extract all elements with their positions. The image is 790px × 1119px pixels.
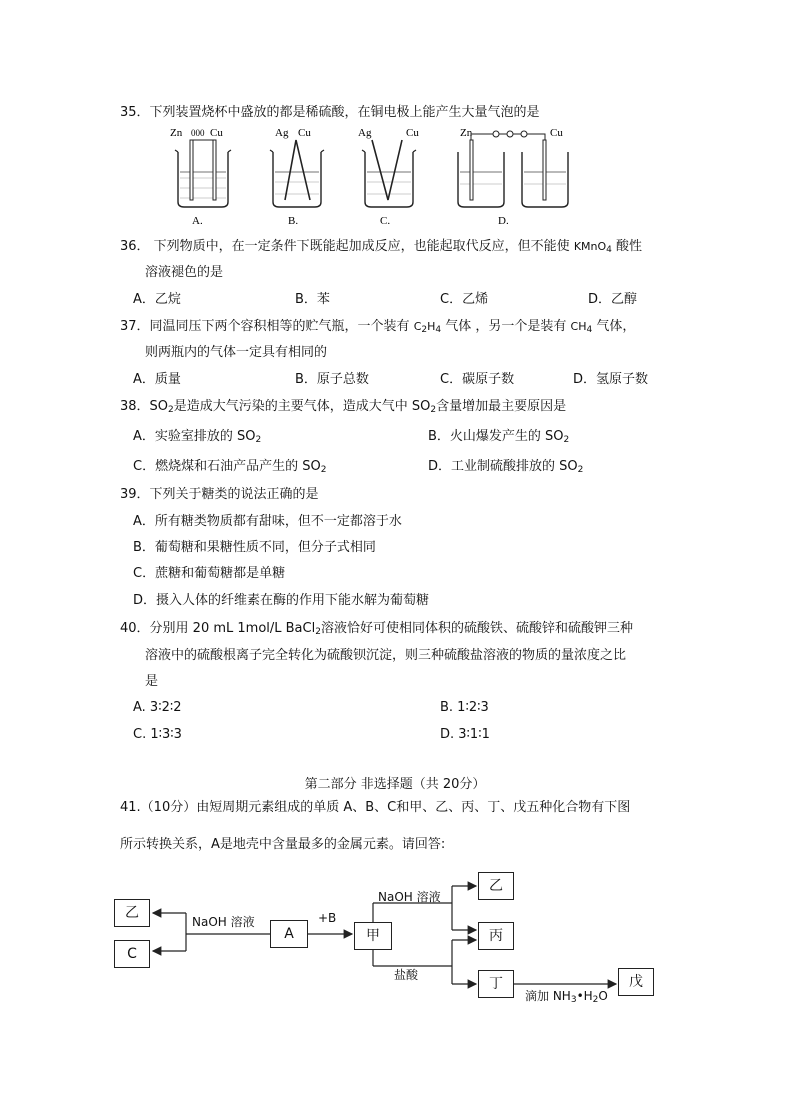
q37-stem-line1 [120,318,635,336]
apparatus-a-right-electrode-label: Cu [210,127,223,139]
q37-f2: CH [570,320,587,333]
label-plus-b: +B [318,911,337,925]
box-bing: 丙 [478,922,514,950]
q40-text-b: 溶液恰好可使相同体积的硫酸铁、硫酸锌和硫酸钾三种 [320,621,633,636]
q35-apparatus-figure [160,122,580,232]
apparatus-c-label: C. [380,215,391,227]
q37-option-a[interactable]: A．质量 [133,372,181,387]
box-yi-left: 乙 [114,899,150,927]
q38-text-c: 含量增加最主要原因是 [436,399,567,414]
label-nh3h2o [525,987,608,1004]
apparatus-b-left-electrode-label: Ag [275,127,289,139]
q37-f1b: H [427,320,436,333]
q38-option-a-sub: 2 [255,435,262,445]
q37-text-b: 气体 ，另一个是装有 [441,319,571,334]
q40-option-d[interactable]: D. 3∶1∶1 [440,727,490,742]
label-nh3-sub: 3 [570,995,577,1005]
q38-option-d-sub: 2 [577,465,584,475]
q38-text-b: 是造成大气污染的主要气体，造成大气中 SO [173,399,431,414]
q37-text-a: 37．同温同压下两个容积相等的贮气瓶，一个装有 [120,319,414,334]
q38-option-d-text: D．工业制硫酸排放的 SO [428,459,578,474]
label-nh3-c: O [598,989,608,1003]
q39-option-d[interactable]: D．摄入人体的纤维素在酶的作用下能水解为葡萄糖 [133,593,430,608]
q36-option-d[interactable]: D．乙醇 [588,292,638,307]
q36-option-c[interactable]: C．乙烯 [440,292,489,307]
label-hcl: 盐酸 [394,968,419,982]
label-naoh-left: NaOH 溶液 [192,915,255,929]
q40-stem-line1 [120,620,633,638]
q38-sub1: 2 [168,405,174,415]
q41-stem-line1: 41.（10分）由短周期元素组成的单质 A、B、C和甲、乙、丙、丁、戊五种化合物有下图 [120,800,631,815]
q36-stem-line2: 溶液褪色的是 [145,265,224,280]
q38-option-a-text: A．实验室排放的 SO [133,429,256,444]
q36-kmno4-sub: 4 [606,245,612,255]
label-nh3-sub2: 2 [592,995,599,1005]
q38-text-a: 38．SO [120,399,169,414]
q38-option-c[interactable] [133,458,326,476]
label-naoh-right: NaOH 溶液 [378,890,441,904]
q38-stem [120,398,566,416]
q41-stem-line2: 所示转换关系，A是地壳中含量最多的金属元素。请回答: [120,837,446,852]
q36-text-b: 酸性 [611,239,643,254]
label-nh3-b: •H [576,989,593,1003]
q38-option-b[interactable] [428,428,569,446]
q38-option-a[interactable] [133,428,261,446]
apparatus-a-label: A. [192,215,203,227]
apparatus-c [358,127,419,227]
q38-option-b-sub: 2 [563,435,570,445]
q37-f1: C [413,320,422,333]
q39-stem: 39．下列关于糖类的说法正确的是 [120,487,319,502]
apparatus-a [170,127,231,227]
q37-option-b[interactable]: B．原子总数 [295,372,369,387]
apparatus-a-mid-wire-label: 000 [191,128,205,138]
q41-diagram-arrows [0,860,790,1010]
apparatus-b-right-electrode-label: Cu [298,127,311,139]
box-jia: 甲 [354,922,392,950]
q40-option-a[interactable]: A. 3∶2∶2 [133,700,182,715]
box-wu: 戊 [618,968,654,996]
q39-option-c[interactable]: C．蔗糖和葡萄糖都是单糖 [133,566,286,581]
apparatus-a-left-electrode-label: Zn [170,127,183,139]
box-ding: 丁 [478,970,514,998]
q37-stem-line2: 则两瓶内的气体一定具有相同的 [145,345,328,360]
q39-option-a[interactable]: A．所有糖类物质都有甜味，但不一定都溶于水 [133,514,402,529]
q37-f1b-sub: 4 [435,325,442,335]
section-heading: 第二部分 非选择题（共 20分） [304,777,486,792]
q36-kmno4: KMnO [573,240,607,253]
box-a: A [270,920,308,948]
q40-text-a: 40．分别用 20 mL 1mol/L BaCl [120,621,316,636]
apparatus-d-left-electrode-label: Zn [460,127,473,139]
q37-option-d[interactable]: D．氢原子数 [573,372,649,387]
q37-option-c[interactable]: C．碳原子数 [440,372,515,387]
apparatus-b [270,127,324,227]
label-nh3-a: 滴加 NH [525,989,571,1003]
q37-f2-sub: 4 [586,325,593,335]
q38-option-b-text: B．火山爆发产生的 SO [428,429,564,444]
q35-stem: 35．下列装置烧杯中盛放的都是稀硫酸，在铜电极上能产生大量气泡的是 [120,105,540,120]
q38-sub2: 2 [430,405,437,415]
q39-option-b[interactable]: B．葡萄糖和果糖性质不同，但分子式相同 [133,540,376,555]
q38-option-d[interactable] [428,458,583,476]
q40-option-b[interactable]: B. 1∶2∶3 [440,700,489,715]
q37-f1-sub: 2 [421,325,428,335]
apparatus-d-right-electrode-label: Cu [550,127,563,139]
q40-stem-line3: 是 [145,674,159,689]
q36-text-a: 36． 下列物质中，在一定条件下既能起加成反应，也能起取代反应，但不能使 [120,239,574,254]
q38-option-c-text: C．燃烧煤和石油产品产生的 SO [133,459,321,474]
apparatus-c-left-electrode-label: Ag [358,127,372,139]
q40-sub1: 2 [315,627,321,637]
apparatus-b-label: B. [288,215,299,227]
q36-option-b[interactable]: B．苯 [295,292,330,307]
apparatus-d-label: D. [498,215,509,227]
q36-stem-line1 [120,238,642,256]
box-yi-right: 乙 [478,872,514,900]
q36-option-a[interactable]: A．乙烷 [133,292,181,307]
box-c: C [114,940,150,968]
q38-option-c-sub: 2 [320,465,327,475]
apparatus-d [458,127,568,227]
q40-option-c[interactable]: C. 1∶3∶3 [133,727,182,742]
q37-text-c: 气体， [592,319,636,334]
q40-stem-line2: 溶液中的硫酸根离子完全转化为硫酸钡沉淀，则三种硫酸盐溶液的物质的量浓度之比 [145,648,627,663]
apparatus-c-right-electrode-label: Cu [406,127,419,139]
